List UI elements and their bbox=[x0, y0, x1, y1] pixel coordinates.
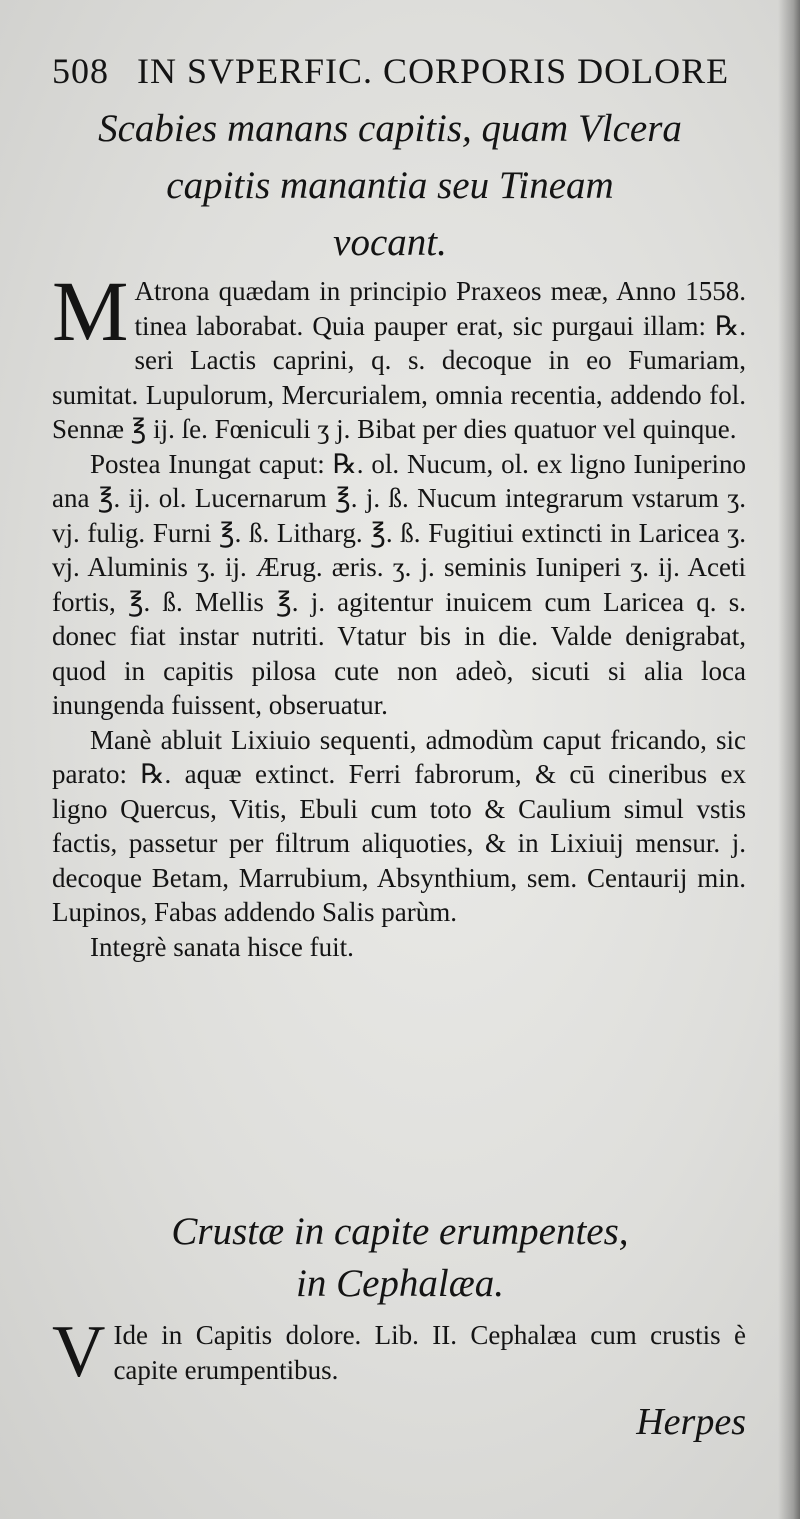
section-title-crustae bbox=[40, 1206, 760, 1310]
section-body-crustae bbox=[52, 1311, 746, 1393]
section-title-line: Crustæ in capite erumpentes, bbox=[171, 1210, 629, 1253]
section-title-line: in Cephalæa. bbox=[295, 1262, 504, 1305]
section-body-scabies bbox=[52, 263, 746, 964]
running-title: IN SVPERFIC. CORPORIS DOLORE bbox=[137, 51, 730, 91]
catchword: Herpes bbox=[636, 1401, 746, 1443]
drop-cap: V bbox=[52, 1311, 106, 1393]
drop-cap: M bbox=[52, 263, 129, 359]
section-title-line: vocant. bbox=[333, 221, 447, 264]
paragraph: Postea Inungat caput: ℞. ol. Nucum, ol. ex ligno Iuniperino ana ℥. ij. ol. Lucernarum ℥. j. ß. Nucum integrarum vstarum ʒ. vj. fulig. Furni ℥. ß. Litharg. ℥. ß. Fugitiui extincti in Laricea ʒ. vj. Aluminis ʒ. ij. Ærug. æris. ʒ. j. seminis Iuniperi ʒ. ij. Aceti fortis, ℥. ß. Mellis ℥. j. agitentur inuicem cum Laricea q. s. donec fiat instar nutriti. Vtatur bis in die. Valde denigrabat, quod in capitis pilosa cute non adeò, sicuti si alia loca inungenda fuissent, obseruatur. bbox=[52, 448, 746, 720]
section-title-line: Scabies manans capitis, quam Vlcera bbox=[98, 107, 682, 150]
page-edge-shadow bbox=[778, 0, 800, 1519]
paragraph: Manè abluit Lixiuio sequenti, admodùm caput fricando, sic parato: ℞. aquæ extinct. Ferri fabrorum, & cū cineribus ex ligno Quercus, Vitis, Ebuli cum toto & Caulium simul vstis factis, passetur per filtrum aliquoties, & in Lixiuij mensur. j. decoque Betam, Marrubium, Absynthium, sem. Centaurij min. Lupinos, Fabas addendo Salis parùm. bbox=[52, 724, 746, 927]
paragraph-text: Ide in Capitis dolore. Lib. II. Cephalæa cum crustis è capite erumpentibus. bbox=[113, 1320, 746, 1385]
section-title-scabies bbox=[40, 100, 740, 271]
page-number: 508 bbox=[52, 51, 109, 91]
section-title-line: capitis manantia seu Tineam bbox=[166, 164, 614, 207]
paragraph bbox=[52, 263, 746, 447]
paragraph-text: Atrona quædam in principio Praxeos meæ, Anno 1558. tinea laborabat. Quia pauper erat, sic purgaui illam: ℞. seri Lactis caprini, q. s. decoque in eo Fumariam, sumitat. Lupulorum, Mercurialem, omnia recentia, addendo fol. Sennæ ℥ ij. ſe. Fœniculi ʒ j. Bibat per dies quatuor vel quinque. bbox=[52, 276, 746, 444]
paragraph bbox=[52, 1311, 746, 1393]
running-head bbox=[52, 50, 732, 94]
paragraph: Integrè sanata hisce fuit. bbox=[90, 931, 354, 962]
